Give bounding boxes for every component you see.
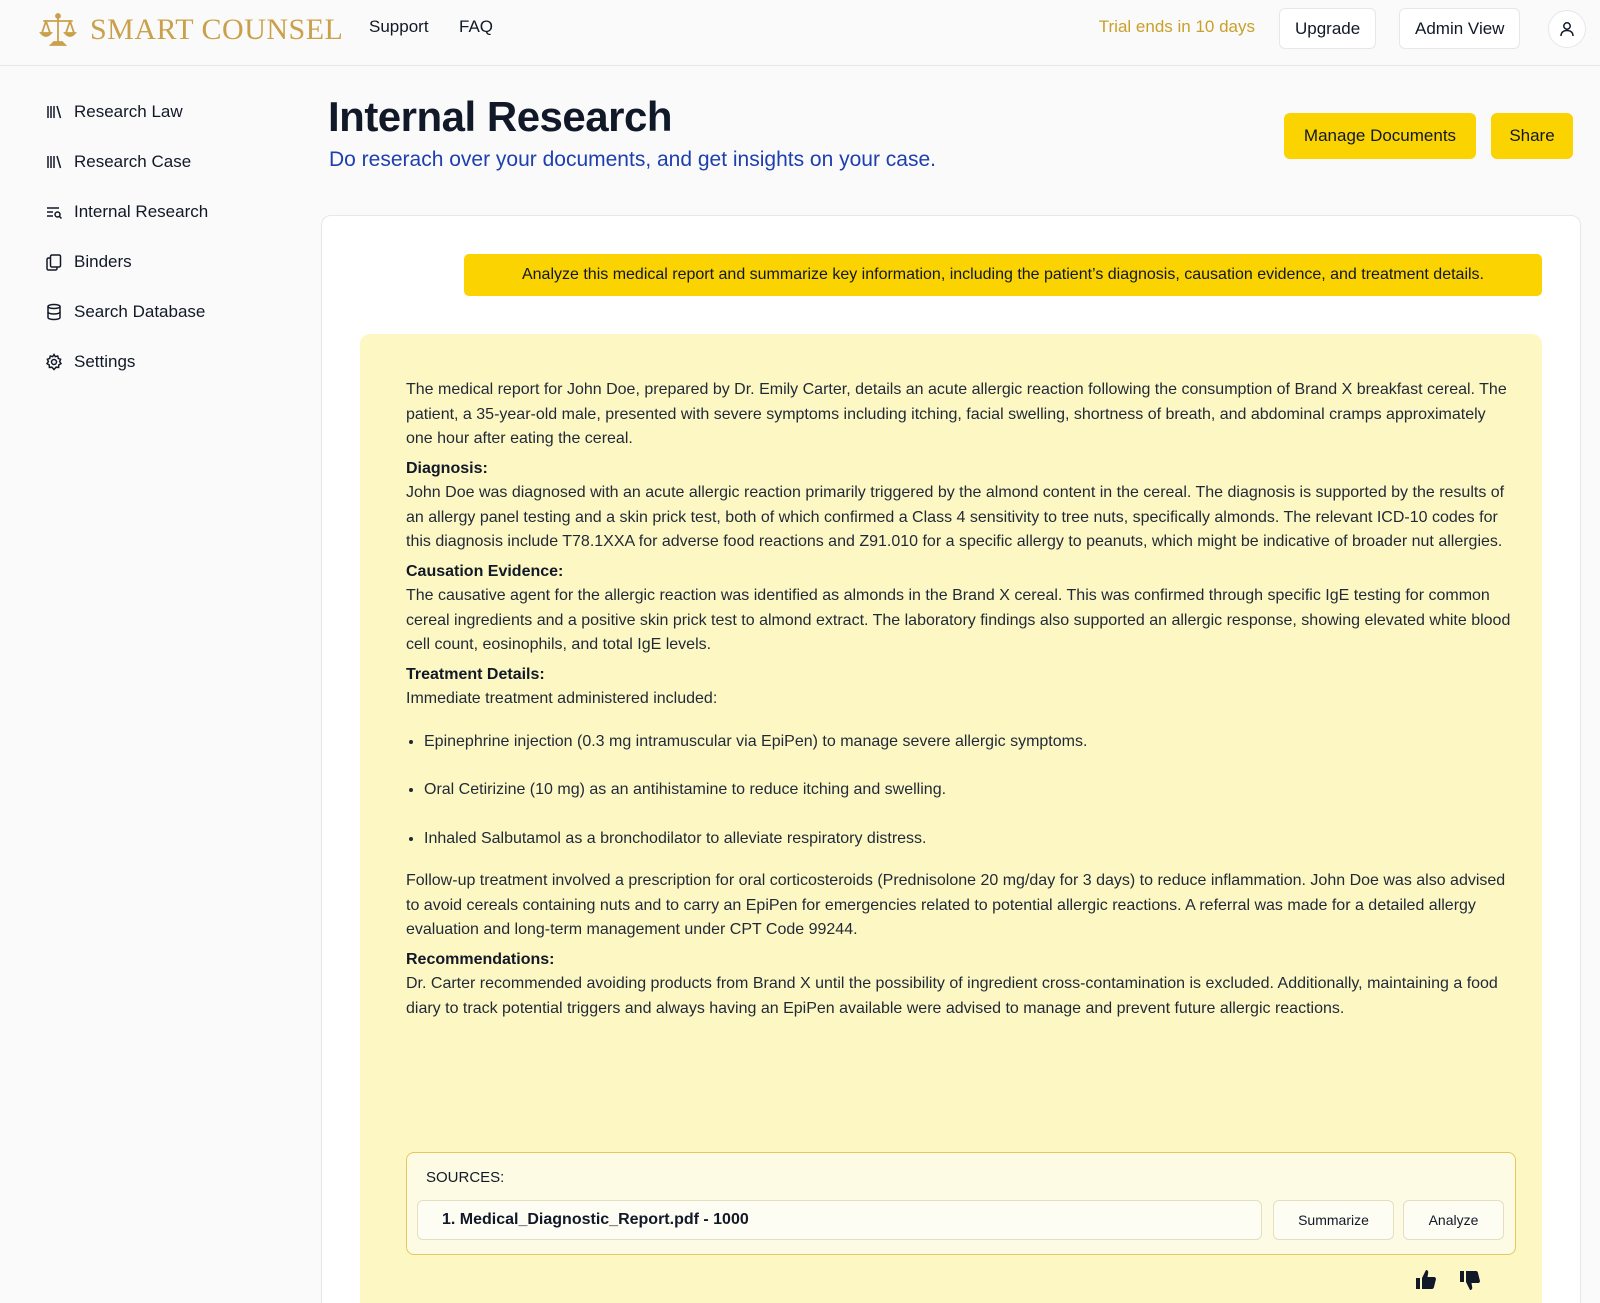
- sidebar-item-internal-research[interactable]: [44, 202, 208, 222]
- library-icon: [44, 152, 64, 172]
- sidebar-item-research-law[interactable]: [44, 102, 183, 122]
- list-item: • Inhaled Salbutamol as a bronchodilator to alleviate respiratory distress.: [424, 827, 1516, 852]
- nav-support[interactable]: Support: [369, 17, 429, 36]
- gear-icon: [44, 352, 64, 372]
- scales-of-justice-icon: [38, 10, 78, 50]
- admin-view-button[interactable]: Admin View: [1399, 8, 1520, 49]
- causation-heading: Causation Evidence:: [406, 562, 564, 580]
- sidebar-item-label: Research Case: [74, 152, 192, 171]
- brand-logo[interactable]: [38, 10, 343, 50]
- diagnosis-heading: Diagnosis:: [406, 459, 488, 477]
- thumbs-up-icon[interactable]: [1414, 1268, 1438, 1292]
- list-item: • Epinephrine injection (0.3 mg intramuscular via EpiPen) to manage severe allergic symptoms.: [424, 730, 1516, 755]
- sources-label: SOURCES:: [426, 1169, 505, 1186]
- share-button[interactable]: Share: [1491, 113, 1573, 159]
- upgrade-button[interactable]: Upgrade: [1279, 8, 1376, 49]
- library-icon: [44, 102, 64, 122]
- user-prompt-bubble: Analyze this medical report and summarize key information, including the patient’s diagnosis, causation evidence, and treatment details.: [464, 254, 1542, 296]
- top-bar: [0, 0, 1600, 66]
- sidebar-item-settings[interactable]: [44, 352, 135, 372]
- summarize-button[interactable]: Summarize: [1273, 1200, 1394, 1240]
- chat-panel: [321, 215, 1581, 1303]
- trial-status: Trial ends in 10 days: [1098, 17, 1255, 36]
- list-item: • Oral Cetirizine (10 mg) as an antihistamine to reduce itching and swelling.: [424, 778, 1516, 803]
- nav-faq[interactable]: FAQ: [459, 17, 494, 36]
- recommendations-heading: Recommendations:: [406, 950, 555, 968]
- sources-box: [406, 1152, 1516, 1255]
- thumbs-down-icon[interactable]: [1458, 1268, 1482, 1292]
- causation-text: The causative agent for the allergic reaction was identified as almonds in the Brand X cereal. This was confirmed through specific IgE testing for common cereal ingredients and a positive skin prick test to almond extract. The laboratory findings also supported an allergic response, showing elevated white blood cell count, eosinophils, and total IgE levels.: [406, 587, 1511, 653]
- page-subtitle: Do reserach over your documents, and get insights on your case.: [329, 148, 936, 171]
- assistant-response: [360, 334, 1542, 1303]
- copy-icon: [44, 252, 64, 272]
- recommendations-text: Dr. Carter recommended avoiding products from Brand X until the possibility of ingredient cross-contamination is excluded. Additionally, maintaining a food diary to track potential triggers and always having an EpiPen available were advised to manage and prevent future allergic reactions.: [406, 975, 1498, 1017]
- sidebar-item-binders[interactable]: [44, 252, 132, 272]
- sidebar-item-label: Internal Research: [74, 202, 209, 221]
- sidebar-item-search-database[interactable]: [44, 302, 205, 322]
- diagnosis-text: John Doe was diagnosed with an acute allergic reaction primarily triggered by the almond content in the cereal. The diagnosis is supported by the results of an allergy panel testing and a skin prick test, both of which confirmed a Class 4 sensitivity to tree nuts, specifically almonds. The relevant ICD-10 codes for this diagnosis include T78.1XXA for adverse food reactions and Z91.010 for a specific allergy to peanuts, which might be indicative of broader nut allergies.: [406, 484, 1505, 550]
- response-intro: The medical report for John Doe, prepared by Dr. Emily Carter, details an acute allergic reaction following the consumption of Brand X breakfast cereal. The patient, a 35-year-old male, presented with severe symptoms including itching, facial swelling, shortness of breath, and abdominal cramps approximately one hour after eating the cereal.: [406, 381, 1507, 447]
- sidebar-item-label: Research Law: [74, 102, 183, 121]
- followup-text: Follow-up treatment involved a prescription for oral corticosteroids (Prednisolone 20 mg/day for 3 days) to reduce inflammation. John Doe was also advised to avoid cereals containing nuts and to carry an EpiPen for emergencies related to potential allergic reactions. A referral was made for a detailed allergy evaluation and long-term management under CPT Code 99244.: [406, 872, 1506, 938]
- list-search-icon: [44, 202, 64, 222]
- sidebar-item-research-case[interactable]: [44, 152, 191, 172]
- page-title: Internal Research: [328, 93, 672, 140]
- treatment-heading: Treatment Details:: [406, 665, 545, 683]
- brand-name: SMART COUNSEL: [90, 13, 344, 46]
- sidebar-item-label: Binders: [74, 252, 132, 271]
- analyze-button[interactable]: Analyze: [1403, 1200, 1504, 1240]
- manage-documents-button[interactable]: Manage Documents: [1284, 113, 1476, 159]
- source-file-link[interactable]: 1. Medical_Diagnostic_Report.pdf - 1000: [417, 1200, 1262, 1240]
- treatment-intro: Immediate treatment administered included:: [406, 690, 718, 707]
- sidebar-item-label: Settings: [74, 352, 136, 371]
- treatment-list: [424, 730, 1516, 852]
- sidebar-item-label: Search Database: [74, 302, 206, 321]
- user-icon: [1558, 20, 1576, 38]
- database-icon: [44, 302, 64, 322]
- sidebar: [0, 66, 300, 1303]
- user-menu-button[interactable]: [1548, 10, 1586, 48]
- response-body: [406, 378, 1516, 1026]
